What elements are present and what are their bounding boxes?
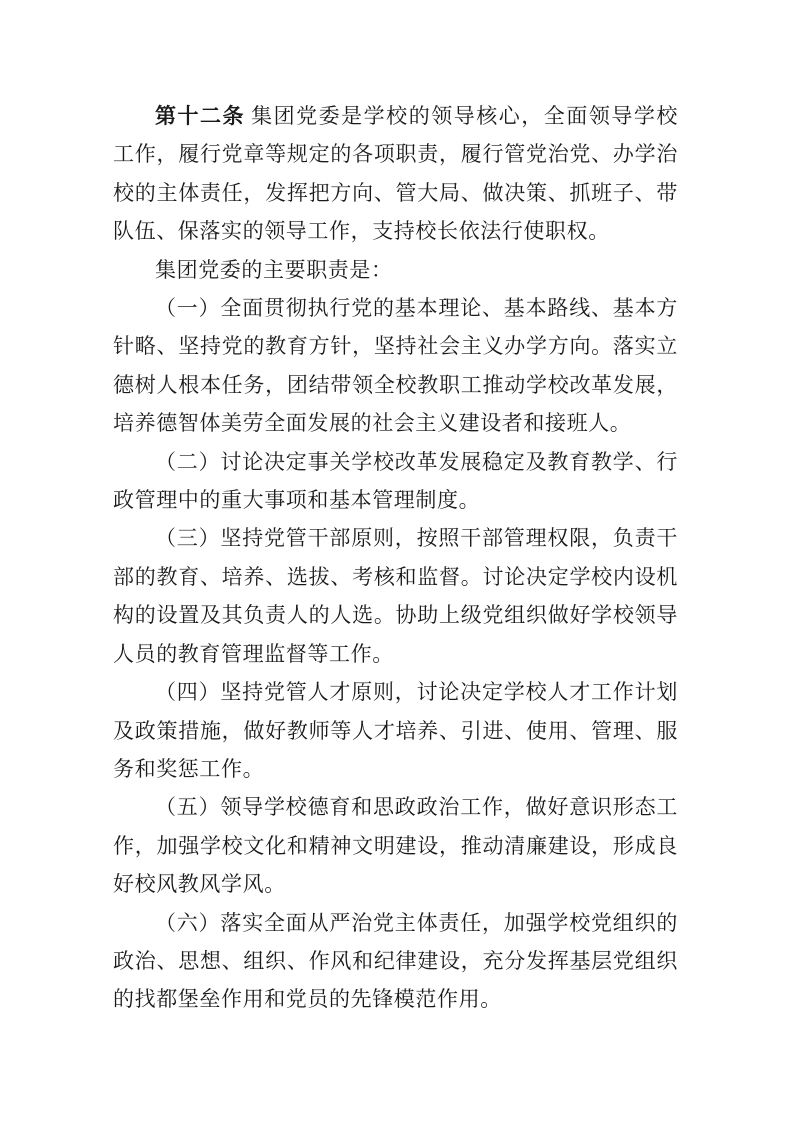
duty-item-2: （二）讨论决定事关学校改革发展稳定及教育教学、行政管理中的重大事项和基本管理制度。	[113, 449, 678, 513]
document-page	[113, 97, 678, 1019]
duties-intro: 集团党委的主要职责是：	[155, 257, 393, 282]
article-number: 第十二条	[155, 104, 246, 128]
article-text: 集团党委是学校的领导核心，全面领导学校工作，履行党章等规定的各项职责，履行管党治党、办学治校的主体责任，发挥把方向、管大局、做决策、抓班子、带队伍、保落实的领导工作，支持校长依法行使职权。	[113, 104, 678, 244]
duty-item-5: （五）领导学校德育和思政政治工作，做好意识形态工作，加强学校文化和精神文明建设，推动清廉建设，形成良好校风教风学风。	[113, 795, 678, 897]
duty-item-3: （三）坚持党管干部原则，按照干部管理权限，负责干部的教育、培养、选拔、考核和监督。讨论决定学校内设机构的设置及其负责人的人选。协助上级党组织做好学校领导人员的教育管理监督等工作。	[113, 526, 678, 666]
duty-item-1: （一）全面贯彻执行党的基本理论、基本路线、基本方针略、坚持党的教育方针，坚持社会主义办学方向。落实立德树人根本任务，团结带领全校教职工推动学校改革发展，培养德智体美劳全面发展的社会主义建设者和接班人。	[113, 296, 678, 436]
article-paragraph	[113, 97, 678, 251]
duty-item-6: （六）落实全面从严治党主体责任，加强学校党组织的政治、思想、组织、作风和纪律建设，充分发挥基层党组织的找都堡垒作用和党员的先锋模范作用。	[113, 910, 678, 1012]
duty-item-4: （四）坚持党管人才原则，讨论决定学校人才工作计划及政策措施，做好教师等人才培养、引进、使用、管理、服务和奖惩工作。	[113, 680, 678, 781]
